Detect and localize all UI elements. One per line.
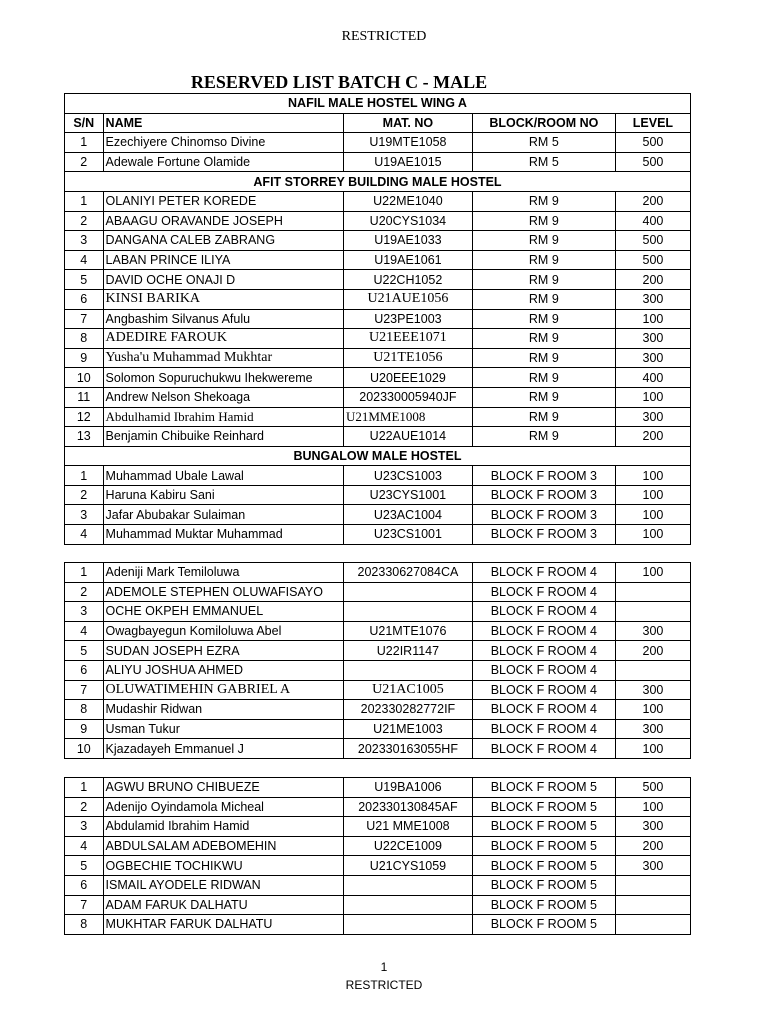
cell-name: MUKHTAR FARUK DALHATU	[103, 915, 343, 935]
cell-mat: 202330005940JF	[343, 387, 472, 407]
cell-level	[615, 875, 690, 895]
cell-room: BLOCK F ROOM 4	[472, 660, 615, 680]
cell-name: DAVID OCHE ONAJI D	[103, 270, 343, 290]
cell-name: Adewale Fortune Olamide	[103, 152, 343, 172]
section-title: AFIT STORREY BUILDING MALE HOSTEL	[65, 172, 691, 192]
table-row	[65, 680, 691, 700]
cell-level: 100	[615, 739, 690, 759]
cell-room: RM 5	[472, 152, 615, 172]
cell-room: RM 9	[472, 309, 615, 329]
cell-room: RM 9	[472, 231, 615, 251]
table-row	[65, 466, 691, 486]
cell-room: RM 9	[472, 368, 615, 388]
cell-mat: U19AE1015	[343, 152, 472, 172]
table-row	[65, 700, 691, 720]
cell-level: 100	[615, 525, 690, 545]
cell-name: Mudashir Ridwan	[103, 700, 343, 720]
cell-level: 400	[615, 211, 690, 231]
cell-sn: 8	[65, 329, 104, 349]
cell-name: ISMAIL AYODELE RIDWAN	[103, 875, 343, 895]
cell-mat: U23CYS1001	[343, 485, 472, 505]
cell-room: RM 9	[472, 289, 615, 309]
cell-mat: U20EEE1029	[343, 368, 472, 388]
cell-sn: 2	[65, 211, 104, 231]
cell-level: 300	[615, 856, 690, 876]
table-row	[65, 270, 691, 290]
cell-sn: 8	[65, 915, 104, 935]
cell-level: 400	[615, 368, 690, 388]
cell-level: 300	[615, 407, 690, 427]
table-row	[65, 563, 691, 583]
cell-level: 200	[615, 836, 690, 856]
cell-sn: 5	[65, 856, 104, 876]
cell-name: Angbashim Silvanus Afulu	[103, 309, 343, 329]
cell-room: RM 9	[472, 211, 615, 231]
cell-room: BLOCK F ROOM 4	[472, 621, 615, 641]
cell-room: RM 9	[472, 250, 615, 270]
cell-sn: 7	[65, 895, 104, 915]
cell-sn: 1	[65, 133, 104, 153]
table-row	[65, 250, 691, 270]
col-header-mat: MAT. NO	[343, 113, 472, 133]
cell-sn: 2	[65, 485, 104, 505]
cell-level: 300	[615, 289, 690, 309]
table-row	[65, 152, 691, 172]
page-number: 1	[380, 960, 388, 974]
cell-sn: 6	[65, 289, 104, 309]
hostel-table-room5	[64, 777, 691, 935]
table-row	[65, 836, 691, 856]
cell-sn: 7	[65, 309, 104, 329]
cell-mat: U19BA1006	[344, 778, 473, 798]
cell-name: ADEMOLE STEPHEN OLUWAFISAYO	[103, 582, 343, 602]
cell-room: BLOCK F ROOM 5	[472, 915, 615, 935]
cell-sn: 10	[65, 368, 104, 388]
cell-mat	[344, 582, 473, 602]
table-row	[65, 739, 691, 759]
cell-name: Muhammad Muktar Muhammad	[103, 525, 343, 545]
cell-mat	[344, 602, 473, 622]
cell-level: 100	[615, 485, 690, 505]
cell-name: AGWU BRUNO CHIBUEZE	[103, 778, 343, 798]
cell-mat: U19AE1061	[343, 250, 472, 270]
cell-name: ALIYU JOSHUA AHMED	[103, 660, 343, 680]
table-row	[65, 895, 691, 915]
cell-name: Abdulamid Ibrahim Hamid	[103, 817, 343, 837]
cell-mat: 202330163055HF	[344, 739, 473, 759]
cell-level: 200	[615, 427, 690, 447]
table-row	[65, 289, 691, 309]
hostel-table-main	[64, 93, 691, 545]
cell-sn: 12	[65, 407, 104, 427]
cell-room: BLOCK F ROOM 4	[472, 700, 615, 720]
cell-name: ADAM FARUK DALHATU	[103, 895, 343, 915]
cell-name: Yusha'u Muhammad Mukhtar	[103, 348, 343, 368]
cell-name: Abdulhamid Ibrahim Hamid	[103, 407, 343, 427]
cell-mat: U23CS1001	[343, 525, 472, 545]
table-row	[65, 856, 691, 876]
cell-sn: 3	[65, 505, 104, 525]
cell-mat: U20CYS1034	[343, 211, 472, 231]
cell-sn: 4	[65, 621, 104, 641]
restricted-header: RESTRICTED	[341, 29, 427, 44]
cell-name: Adenijo Oyindamola Micheal	[103, 797, 343, 817]
table-row	[65, 505, 691, 525]
cell-name: OCHE OKPEH EMMANUEL	[103, 602, 343, 622]
table-row	[65, 915, 691, 935]
cell-mat: U22IR1147	[344, 641, 473, 661]
table-row	[65, 133, 691, 153]
cell-sn: 2	[65, 582, 104, 602]
cell-sn: 5	[65, 270, 104, 290]
cell-name: ABDULSALAM ADEBOMEHIN	[103, 836, 343, 856]
cell-mat	[344, 895, 473, 915]
cell-level: 100	[615, 700, 690, 720]
cell-mat: U21EEE1071	[343, 329, 472, 349]
cell-level: 500	[615, 778, 690, 798]
cell-mat: U21CYS1059	[344, 856, 473, 876]
cell-mat: U23PE1003	[343, 309, 472, 329]
cell-name: Jafar Abubakar Sulaiman	[103, 505, 343, 525]
cell-room: BLOCK F ROOM 5	[472, 856, 615, 876]
table-row	[65, 817, 691, 837]
table-row	[65, 660, 691, 680]
cell-level: 200	[615, 270, 690, 290]
table-row	[65, 875, 691, 895]
cell-level: 500	[615, 152, 690, 172]
cell-mat: 202330130845AF	[344, 797, 473, 817]
cell-sn: 1	[65, 191, 104, 211]
table-row	[65, 368, 691, 388]
table-row	[65, 485, 691, 505]
cell-sn: 1	[65, 466, 104, 486]
cell-name: ABAAGU ORAVANDE JOSEPH	[103, 211, 343, 231]
cell-room: BLOCK F ROOM 5	[472, 817, 615, 837]
cell-mat: U21TE1056	[343, 348, 472, 368]
cell-mat	[344, 915, 473, 935]
cell-mat: U21AUE1056	[343, 289, 472, 309]
cell-level	[615, 915, 690, 935]
cell-sn: 1	[65, 778, 104, 798]
cell-sn: 11	[65, 387, 104, 407]
cell-room: BLOCK F ROOM 4	[472, 602, 615, 622]
cell-mat: U22ME1040	[343, 191, 472, 211]
col-header-sn: S/N	[65, 113, 104, 133]
cell-mat: U23CS1003	[343, 466, 472, 486]
cell-mat	[344, 660, 473, 680]
cell-name: Usman Tukur	[103, 719, 343, 739]
col-header-level: LEVEL	[615, 113, 690, 133]
cell-sn: 4	[65, 525, 104, 545]
table-row	[65, 348, 691, 368]
section-header-bungalow	[65, 446, 691, 466]
cell-room: RM 9	[472, 191, 615, 211]
cell-name: OGBECHIE TOCHIKWU	[103, 856, 343, 876]
document-title: RESERVED LIST BATCH C - MALE	[190, 72, 488, 92]
section-title: BUNGALOW MALE HOSTEL	[65, 446, 691, 466]
cell-sn: 4	[65, 836, 104, 856]
cell-room: BLOCK F ROOM 3	[472, 466, 615, 486]
table-row	[65, 387, 691, 407]
cell-sn: 9	[65, 348, 104, 368]
cell-room: RM 9	[472, 329, 615, 349]
cell-room: RM 9	[472, 348, 615, 368]
cell-mat: U21MME1008	[343, 407, 472, 427]
cell-level	[615, 660, 690, 680]
cell-mat: U19MTE1058	[343, 133, 472, 153]
table-row	[65, 309, 691, 329]
table-row	[65, 231, 691, 251]
cell-room: BLOCK F ROOM 4	[472, 641, 615, 661]
cell-mat: U21MTE1076	[344, 621, 473, 641]
cell-name: Andrew Nelson Shekoaga	[103, 387, 343, 407]
cell-mat: 202330282772IF	[344, 700, 473, 720]
cell-sn: 10	[65, 739, 104, 759]
cell-sn: 2	[65, 152, 104, 172]
cell-name: OLANIYI PETER KOREDE	[103, 191, 343, 211]
table-row	[65, 427, 691, 447]
cell-name: Haruna Kabiru Sani	[103, 485, 343, 505]
cell-sn: 5	[65, 641, 104, 661]
cell-room: BLOCK F ROOM 4	[472, 563, 615, 583]
cell-mat: U22CE1009	[344, 836, 473, 856]
table-row	[65, 621, 691, 641]
cell-room: BLOCK F ROOM 5	[472, 797, 615, 817]
cell-sn: 3	[65, 602, 104, 622]
cell-mat: U21ME1003	[344, 719, 473, 739]
cell-name: LABAN PRINCE ILIYA	[103, 250, 343, 270]
col-header-room: BLOCK/ROOM NO	[472, 113, 615, 133]
cell-level: 300	[615, 680, 690, 700]
cell-room: BLOCK F ROOM 5	[472, 836, 615, 856]
cell-mat: U19AE1033	[343, 231, 472, 251]
cell-level: 300	[615, 719, 690, 739]
cell-sn: 6	[65, 660, 104, 680]
cell-sn: 7	[65, 680, 104, 700]
cell-room: RM 9	[472, 407, 615, 427]
cell-mat: U21AC1005	[344, 680, 473, 700]
table-row	[65, 525, 691, 545]
cell-name: OLUWATIMEHIN GABRIEL A	[103, 680, 343, 700]
cell-level: 300	[615, 329, 690, 349]
cell-level: 500	[615, 133, 690, 153]
cell-room: BLOCK F ROOM 3	[472, 485, 615, 505]
cell-level: 100	[615, 797, 690, 817]
cell-room: RM 9	[472, 270, 615, 290]
cell-sn: 3	[65, 817, 104, 837]
table-row	[65, 719, 691, 739]
table-row	[65, 211, 691, 231]
cell-name: ADEDIRE FAROUK	[103, 329, 343, 349]
table-row	[65, 407, 691, 427]
cell-name: SUDAN JOSEPH EZRA	[103, 641, 343, 661]
cell-name: Kjazadayeh Emmanuel J	[103, 739, 343, 759]
cell-name: Ezechiyere Chinomso Divine	[103, 133, 343, 153]
cell-level: 500	[615, 250, 690, 270]
cell-mat: U23AC1004	[343, 505, 472, 525]
cell-level: 100	[615, 309, 690, 329]
cell-room: BLOCK F ROOM 4	[472, 719, 615, 739]
cell-mat: U22CH1052	[343, 270, 472, 290]
cell-level: 100	[615, 505, 690, 525]
cell-level: 300	[615, 817, 690, 837]
cell-sn: 13	[65, 427, 104, 447]
cell-room: RM 9	[472, 427, 615, 447]
table-row	[65, 797, 691, 817]
cell-sn: 9	[65, 719, 104, 739]
cell-level: 300	[615, 348, 690, 368]
cell-name: Benjamin Chibuike Reinhard	[103, 427, 343, 447]
cell-name: DANGANA CALEB ZABRANG	[103, 231, 343, 251]
cell-room: BLOCK F ROOM 3	[472, 505, 615, 525]
cell-level: 300	[615, 621, 690, 641]
cell-room: BLOCK F ROOM 5	[472, 895, 615, 915]
cell-name: KINSI BARIKA	[103, 289, 343, 309]
cell-mat: 202330627084CA	[344, 563, 473, 583]
section-header-nafil	[65, 94, 691, 114]
col-header-name: NAME	[103, 113, 343, 133]
cell-level: 200	[615, 191, 690, 211]
cell-mat: U21 MME1008	[344, 817, 473, 837]
cell-room: BLOCK F ROOM 3	[472, 525, 615, 545]
cell-room: BLOCK F ROOM 4	[472, 680, 615, 700]
section-header-afit	[65, 172, 691, 192]
cell-level: 100	[615, 466, 690, 486]
cell-mat: U22AUE1014	[343, 427, 472, 447]
cell-sn: 1	[65, 563, 104, 583]
cell-level	[615, 582, 690, 602]
cell-room: BLOCK F ROOM 4	[472, 582, 615, 602]
cell-sn: 6	[65, 875, 104, 895]
cell-mat	[344, 875, 473, 895]
cell-room: BLOCK F ROOM 5	[472, 875, 615, 895]
cell-room: BLOCK F ROOM 4	[472, 739, 615, 759]
cell-name: Muhammad Ubale Lawal	[103, 466, 343, 486]
cell-level: 100	[615, 563, 690, 583]
cell-sn: 8	[65, 700, 104, 720]
cell-level	[615, 602, 690, 622]
table-row	[65, 641, 691, 661]
hostel-table-room4	[64, 562, 691, 759]
cell-room: BLOCK F ROOM 5	[472, 778, 615, 798]
cell-room: RM 9	[472, 387, 615, 407]
cell-level: 100	[615, 387, 690, 407]
cell-sn: 4	[65, 250, 104, 270]
cell-sn: 2	[65, 797, 104, 817]
cell-level	[615, 895, 690, 915]
cell-name: Owagbayegun Komiloluwa Abel	[103, 621, 343, 641]
section-title: NAFIL MALE HOSTEL WING A	[65, 94, 691, 114]
restricted-footer: RESTRICTED	[345, 978, 423, 992]
cell-level: 500	[615, 231, 690, 251]
table-row	[65, 191, 691, 211]
cell-sn: 3	[65, 231, 104, 251]
cell-name: Solomon Sopuruchukwu Ihekwereme	[103, 368, 343, 388]
table-row	[65, 329, 691, 349]
table-row	[65, 778, 691, 798]
cell-level: 200	[615, 641, 690, 661]
cell-room: RM 5	[472, 133, 615, 153]
cell-name: Adeniji Mark Temiloluwa	[103, 563, 343, 583]
table-row	[65, 582, 691, 602]
table-row	[65, 602, 691, 622]
column-header-row	[65, 113, 691, 133]
